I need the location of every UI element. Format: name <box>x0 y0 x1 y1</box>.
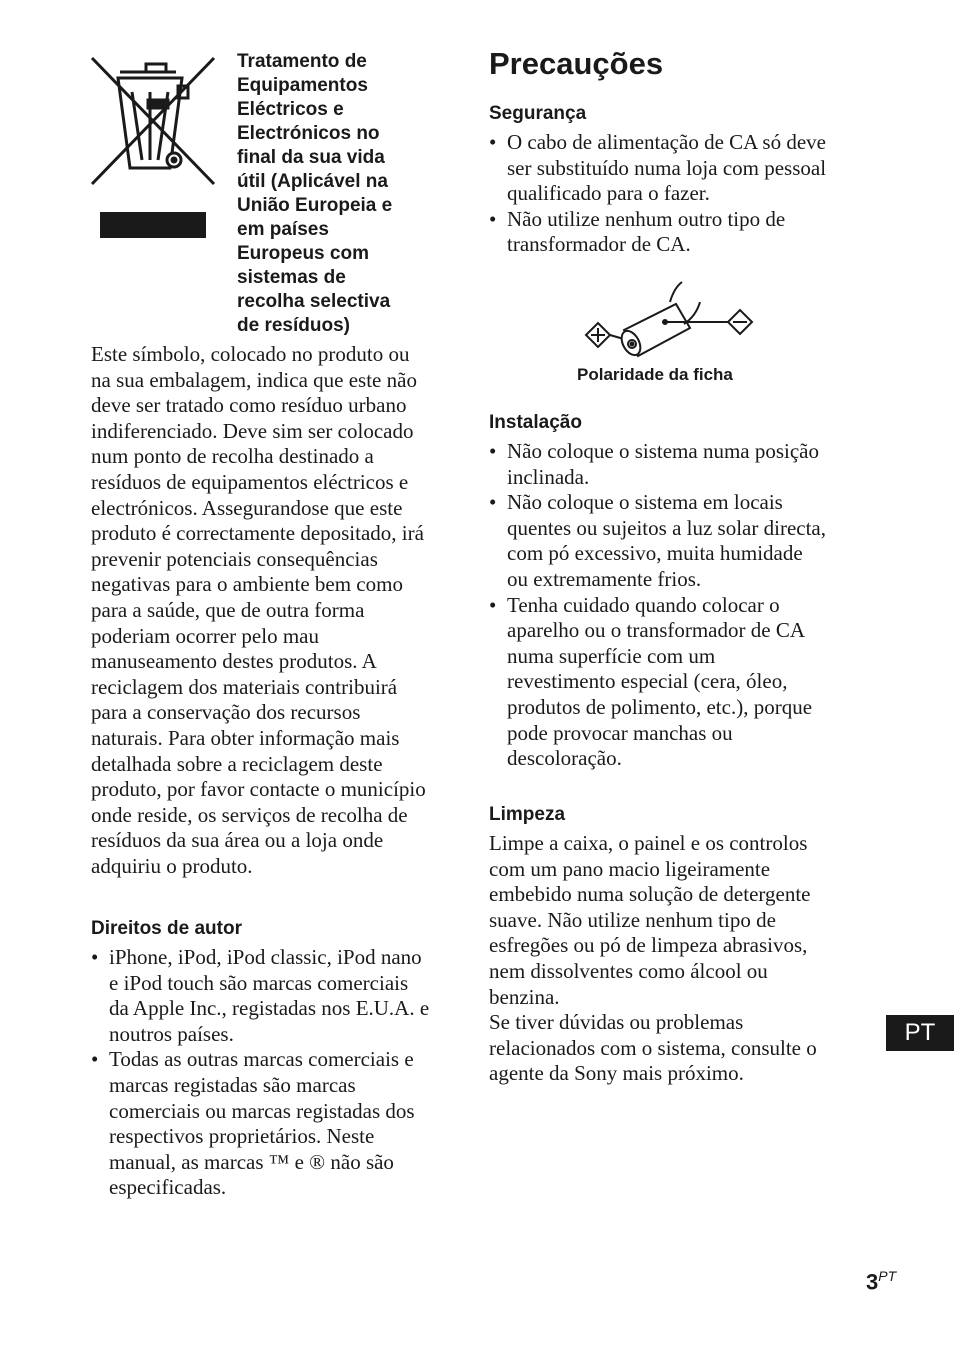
safety-heading: Segurança <box>489 103 587 124</box>
cleaning-body-text: Limpe a caixa, o painel e os controlos com um pano macio ligeiramente embebido numa solução de detergente suave. Não utilize nenhum tipo de esfregões ou pó de limpeza abrasivos, nem dissolventes como álcool ou benzina. Se tiver dúvidas ou problemas relacionados com o sistema, consulte o agente da Sony mais próximo. <box>489 831 817 1086</box>
cleaning-heading: Limpeza <box>489 804 566 825</box>
weee-body-text: Este símbolo, colocado no produto ou na sua embalagem, indica que este não deve ser tratado como resíduo urbano indiferenciado. Deve sim ser colocado num ponto de recolha destinado a resíduos de equipamentos eléctricos e electrónicos. Assegurandose que este produto é correctamente depositado, irá prevenir potenciais consequências negativas para o ambiente bem como para a saúde, que de outra forma poderiam ocorrer pelo mau manuseamento destes produtos. A reciclagem dos materiais contribuirá para a conservação dos recursos naturais. Para obter informação mais detalhada sobre a reciclagem deste produto, por favor contacte o município onde reside, os serviços de recolha de resíduos da sua área ou a loja onde adquiriu o produto. <box>91 342 426 878</box>
weee-crossed-bin-icon <box>88 52 218 242</box>
list-item: • iPhone, iPod, iPod classic, iPod nano e iPod touch são marcas comerciais da Apple Inc., registadas nos E.U.A. e noutros países. <box>91 945 451 1047</box>
weee-heading: Tratamento de Equipamentos Eléctricos e Electrónicos no final da sua vida útil (Aplicável na União Europeia e em países Europeus com sistemas de recolha selectiva de resíduos) <box>237 51 393 336</box>
plug-polarity-caption: Polaridade da ficha <box>577 365 733 384</box>
page-number-value: 3 <box>866 1269 879 1295</box>
list-item: • Não utilize nenhum outro tipo de transformador de CA. <box>489 207 849 258</box>
copyright-heading: Direitos de autor <box>91 918 242 939</box>
safety-list <box>489 130 849 258</box>
list-item: • Não coloque o sistema numa posição inclinada. <box>489 439 849 490</box>
language-tab: PT <box>886 1015 954 1051</box>
page-number-suffix: PT <box>878 1268 897 1284</box>
copyright-list <box>91 945 451 1201</box>
list-item: • Não coloque o sistema em locais quentes ou sujeitos a luz solar directa, com pó excessivo, muita humidade ou extremamente frios. <box>489 490 849 592</box>
installation-list <box>489 439 849 772</box>
list-item: • O cabo de alimentação de CA só deve ser substituído numa loja com pessoal qualificado para o fazer. <box>489 130 849 207</box>
list-item: • Todas as outras marcas comerciais e marcas registadas são marcas comerciais ou marcas registadas dos respectivos proprietários. Neste manual, as marcas ™ e ® não são especificadas. <box>91 1047 451 1201</box>
plug-polarity-icon <box>570 280 760 365</box>
page-title: Precauções <box>489 46 664 81</box>
page-number <box>866 1268 896 1295</box>
list-item: • Tenha cuidado quando colocar o aparelho ou o transformador de CA numa superfície com um revestimento especial (cera, óleo, produtos de polimento, etc.), porque pode provocar manchas ou descoloração. <box>489 593 849 772</box>
installation-heading: Instalação <box>489 412 582 433</box>
